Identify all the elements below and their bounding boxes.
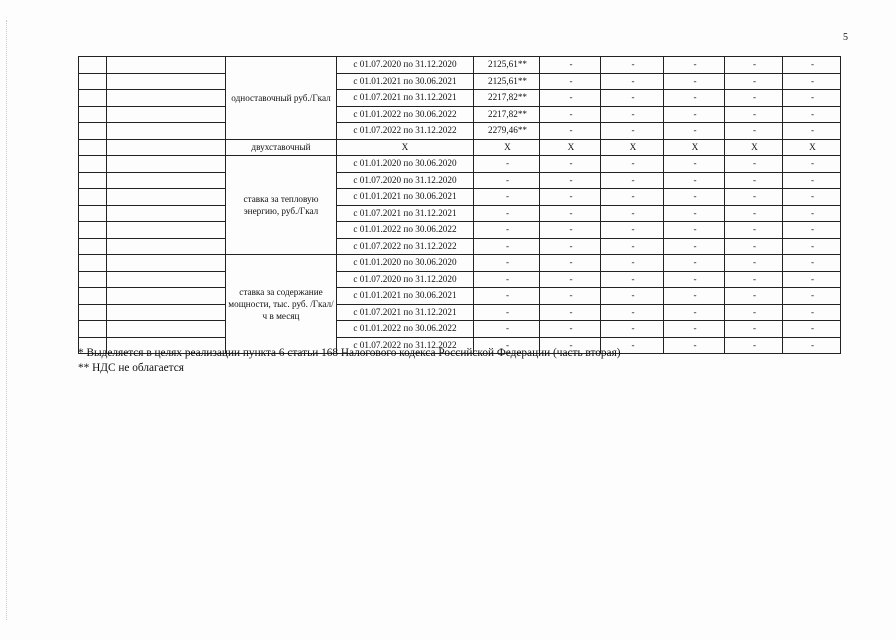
empty-cell xyxy=(79,271,107,288)
value-cell: - xyxy=(474,321,540,338)
value-cell: - xyxy=(783,205,841,222)
value-cell: - xyxy=(664,205,725,222)
tariff-table xyxy=(78,56,841,354)
value-cell: - xyxy=(601,271,664,288)
value-cell: - xyxy=(783,57,841,74)
value-cell: - xyxy=(601,321,664,338)
empty-cell xyxy=(107,271,226,288)
period-cell: с 01.01.2021 по 30.06.2021 xyxy=(337,189,474,206)
value-cell: - xyxy=(601,123,664,140)
empty-cell xyxy=(79,304,107,321)
value-cell: - xyxy=(664,123,725,140)
empty-cell xyxy=(107,238,226,255)
empty-cell xyxy=(79,156,107,173)
period-cell: с 01.01.2021 по 30.06.2021 xyxy=(337,73,474,90)
empty-cell xyxy=(107,57,226,74)
empty-cell xyxy=(79,288,107,305)
value-cell: - xyxy=(664,172,725,189)
empty-cell xyxy=(79,321,107,338)
value-cell: - xyxy=(783,90,841,107)
value-cell: - xyxy=(725,90,783,107)
empty-cell xyxy=(79,73,107,90)
tariff-type-cell: двухставочный xyxy=(226,139,337,156)
value-cell: - xyxy=(601,222,664,239)
value-cell: - xyxy=(540,255,601,272)
value-cell: - xyxy=(783,238,841,255)
value-cell: - xyxy=(601,189,664,206)
value-cell: - xyxy=(601,238,664,255)
period-cell: с 01.01.2022 по 30.06.2022 xyxy=(337,106,474,123)
value-cell: - xyxy=(664,288,725,305)
value-cell: - xyxy=(540,321,601,338)
value-cell: - xyxy=(540,123,601,140)
value-cell: X xyxy=(540,139,601,156)
value-cell: - xyxy=(725,57,783,74)
value-cell: X xyxy=(725,139,783,156)
value-cell: 2217,82** xyxy=(474,90,540,107)
value-cell: - xyxy=(474,222,540,239)
value-cell: - xyxy=(783,255,841,272)
value-cell: - xyxy=(474,238,540,255)
value-cell: - xyxy=(474,271,540,288)
value-cell: X xyxy=(474,139,540,156)
value-cell: - xyxy=(540,156,601,173)
period-cell: X xyxy=(337,139,474,156)
value-cell: - xyxy=(601,156,664,173)
footnotes xyxy=(78,346,621,376)
value-cell: - xyxy=(783,172,841,189)
value-cell: - xyxy=(540,205,601,222)
period-cell: с 01.01.2020 по 30.06.2020 xyxy=(337,156,474,173)
footnote-vat-exempt: ** НДС не облагается xyxy=(78,362,184,374)
value-cell: - xyxy=(725,288,783,305)
tariff-type-cell: одноставочный руб./Гкал xyxy=(226,57,337,140)
empty-cell xyxy=(79,238,107,255)
empty-cell xyxy=(79,172,107,189)
empty-cell xyxy=(107,106,226,123)
empty-cell xyxy=(107,222,226,239)
table-row xyxy=(79,321,841,338)
table-row xyxy=(79,271,841,288)
value-cell: - xyxy=(601,90,664,107)
value-cell: 2125,61** xyxy=(474,57,540,74)
value-cell: - xyxy=(601,304,664,321)
table-row xyxy=(79,123,841,140)
value-cell: - xyxy=(601,106,664,123)
value-cell: - xyxy=(725,238,783,255)
value-cell: - xyxy=(664,73,725,90)
value-cell: - xyxy=(474,304,540,321)
value-cell: - xyxy=(540,189,601,206)
table-row xyxy=(79,156,841,173)
value-cell: - xyxy=(725,73,783,90)
value-cell: X xyxy=(601,139,664,156)
value-cell: - xyxy=(664,156,725,173)
value-cell: - xyxy=(664,57,725,74)
value-cell: - xyxy=(540,288,601,305)
value-cell: - xyxy=(783,288,841,305)
empty-cell xyxy=(107,139,226,156)
empty-cell xyxy=(79,139,107,156)
page-number: 5 xyxy=(843,32,848,43)
empty-cell xyxy=(107,156,226,173)
value-cell: - xyxy=(664,304,725,321)
value-cell: - xyxy=(725,123,783,140)
value-cell: - xyxy=(783,156,841,173)
value-cell: - xyxy=(601,205,664,222)
empty-cell xyxy=(79,205,107,222)
value-cell: - xyxy=(725,106,783,123)
period-cell: с 01.07.2020 по 31.12.2020 xyxy=(337,271,474,288)
value-cell: - xyxy=(474,337,540,354)
value-cell: - xyxy=(540,90,601,107)
value-cell: - xyxy=(783,304,841,321)
period-cell: с 01.07.2021 по 31.12.2021 xyxy=(337,205,474,222)
value-cell: - xyxy=(601,73,664,90)
value-cell: - xyxy=(540,222,601,239)
tariff-type-cell: ставка за тепловую энергию, руб./Гкал xyxy=(226,156,337,255)
value-cell: - xyxy=(474,189,540,206)
period-cell: с 01.07.2022 по 31.12.2022 xyxy=(337,337,474,354)
value-cell: - xyxy=(783,337,841,354)
empty-cell xyxy=(79,123,107,140)
table-row xyxy=(79,73,841,90)
table-row xyxy=(79,205,841,222)
period-cell: с 01.01.2020 по 30.06.2020 xyxy=(337,255,474,272)
value-cell: - xyxy=(725,172,783,189)
value-cell: - xyxy=(725,271,783,288)
table-row xyxy=(79,57,841,74)
tariff-type-cell: ставка за содержание мощности, тыс. руб. /Гкал/ч в месяц xyxy=(226,255,337,354)
value-cell: - xyxy=(601,57,664,74)
value-cell: - xyxy=(725,255,783,272)
empty-cell xyxy=(79,255,107,272)
value-cell: - xyxy=(664,321,725,338)
value-cell: - xyxy=(540,73,601,90)
period-cell: с 01.07.2020 по 31.12.2020 xyxy=(337,172,474,189)
value-cell: X xyxy=(664,139,725,156)
table-row xyxy=(79,139,841,156)
value-cell: X xyxy=(783,139,841,156)
value-cell: - xyxy=(725,189,783,206)
empty-cell xyxy=(79,57,107,74)
empty-cell xyxy=(79,222,107,239)
value-cell: - xyxy=(601,288,664,305)
value-cell: - xyxy=(474,172,540,189)
value-cell: - xyxy=(540,304,601,321)
value-cell: - xyxy=(725,321,783,338)
value-cell: - xyxy=(540,271,601,288)
empty-cell xyxy=(107,255,226,272)
empty-cell xyxy=(107,90,226,107)
table-row xyxy=(79,238,841,255)
table-row xyxy=(79,304,841,321)
period-cell: с 01.01.2021 по 30.06.2021 xyxy=(337,288,474,305)
footnote-vat-allocated: * Выделяется в целях реализации пункта 6 статьи 168 Налогового кодекса Российской Федерации (часть вторая) xyxy=(78,347,621,359)
empty-cell xyxy=(107,123,226,140)
value-cell: - xyxy=(601,337,664,354)
value-cell: - xyxy=(783,123,841,140)
empty-cell xyxy=(107,172,226,189)
value-cell: - xyxy=(474,205,540,222)
value-cell: - xyxy=(474,288,540,305)
table-row xyxy=(79,255,841,272)
empty-cell xyxy=(107,304,226,321)
value-cell: - xyxy=(601,172,664,189)
page-edge-rule xyxy=(6,20,7,620)
value-cell: - xyxy=(664,222,725,239)
value-cell: - xyxy=(783,222,841,239)
value-cell: - xyxy=(783,271,841,288)
value-cell: - xyxy=(783,321,841,338)
value-cell: - xyxy=(664,189,725,206)
value-cell: - xyxy=(540,57,601,74)
value-cell: - xyxy=(540,106,601,123)
value-cell: - xyxy=(664,337,725,354)
empty-cell xyxy=(79,189,107,206)
empty-cell xyxy=(107,205,226,222)
empty-cell xyxy=(107,73,226,90)
value-cell: - xyxy=(474,255,540,272)
empty-cell xyxy=(79,106,107,123)
value-cell: - xyxy=(783,106,841,123)
period-cell: с 01.07.2021 по 31.12.2021 xyxy=(337,90,474,107)
tariff-table-body xyxy=(79,57,841,354)
value-cell: - xyxy=(664,255,725,272)
table-row xyxy=(79,288,841,305)
value-cell: - xyxy=(725,156,783,173)
value-cell: - xyxy=(725,205,783,222)
value-cell: - xyxy=(725,304,783,321)
empty-cell xyxy=(79,90,107,107)
value-cell: - xyxy=(664,90,725,107)
table-row xyxy=(79,189,841,206)
period-cell: с 01.07.2020 по 31.12.2020 xyxy=(337,57,474,74)
period-cell: с 01.07.2021 по 31.12.2021 xyxy=(337,304,474,321)
table-row xyxy=(79,222,841,239)
value-cell: - xyxy=(783,189,841,206)
table-row xyxy=(79,106,841,123)
value-cell: - xyxy=(664,238,725,255)
value-cell: - xyxy=(664,106,725,123)
table-row xyxy=(79,90,841,107)
empty-cell xyxy=(107,189,226,206)
period-cell: с 01.07.2022 по 31.12.2022 xyxy=(337,123,474,140)
value-cell: - xyxy=(725,222,783,239)
empty-cell xyxy=(107,288,226,305)
period-cell: с 01.01.2022 по 30.06.2022 xyxy=(337,321,474,338)
value-cell: 2125,61** xyxy=(474,73,540,90)
empty-cell xyxy=(107,321,226,338)
value-cell: - xyxy=(783,73,841,90)
value-cell: - xyxy=(664,271,725,288)
period-cell: с 01.01.2022 по 30.06.2022 xyxy=(337,222,474,239)
value-cell: 2217,82** xyxy=(474,106,540,123)
table-row xyxy=(79,172,841,189)
value-cell: - xyxy=(474,156,540,173)
value-cell: 2279,46** xyxy=(474,123,540,140)
value-cell: - xyxy=(540,172,601,189)
value-cell: - xyxy=(601,255,664,272)
value-cell: - xyxy=(725,337,783,354)
period-cell: с 01.07.2022 по 31.12.2022 xyxy=(337,238,474,255)
value-cell: - xyxy=(540,337,601,354)
value-cell: - xyxy=(540,238,601,255)
